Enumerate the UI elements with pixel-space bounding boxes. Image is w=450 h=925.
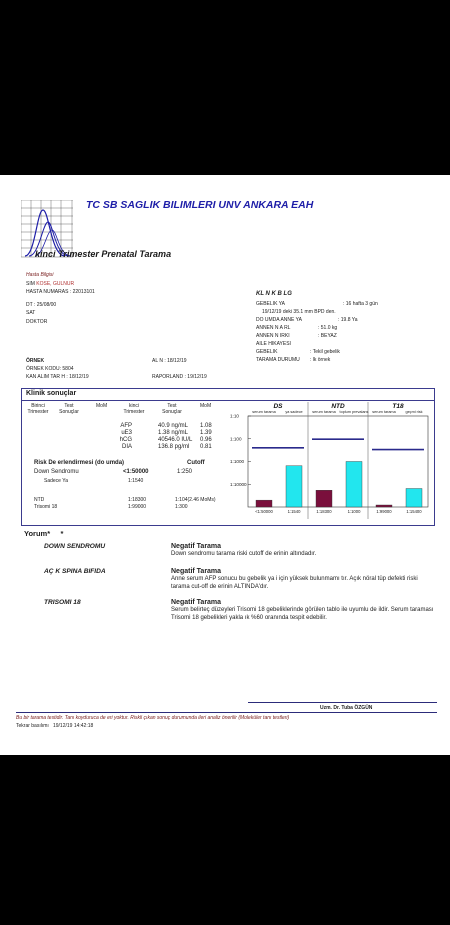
comment-condition: DOWN SENDROMU [44,543,106,550]
ntd-risk: 1:18300 [128,497,147,503]
marker-value: 40546.0 IU/L [158,437,193,443]
clinical-line-value: : lk örnek [310,357,331,363]
risk-title: Risk De erlendirmesi (do umda) [34,460,125,466]
comment-text: Anne serum AFP sonucu bu gebelik ya i için yüksek bulunmamı tır. Açık nöral tüp defekti riski tarama cut-off de erinin ALTINDA'dır. [171,576,418,590]
signature-name: Uzm. Dr. Tuba ÖZGÜN [320,705,373,711]
clinical-line-value: 19/12/19 deki 35.1 mm BPD den. [262,309,336,315]
chart-bar [286,466,302,507]
age-risk: 1:1540 [128,478,144,484]
clinical-line-label: GEBELIK [256,349,278,355]
col-second-trimester: kinci Trimester [123,403,145,415]
comment-condition: TRISOMI 18 [44,599,81,606]
chart-group-title: DS [273,403,283,410]
clinical-line-label: TARAMA DURUMU [256,357,300,363]
clinical-line-label: GEBELIK YA [256,301,285,307]
comments-title: Yorum* * [24,529,64,538]
signature-line [248,702,437,703]
report-subtitle: kinci Trimester Prenatal Tarama [35,249,172,259]
marker-value: 136.8 pg/ml [158,444,190,450]
marker-name: uE3 [121,430,132,436]
clinical-line-value: : Tekil gebelik [310,349,340,355]
clinical-line-label: DO UMDA ANNE YA [256,317,302,323]
sample-title: ÖRNEK [26,358,45,364]
clinical-title: KL N K B LG [256,291,292,297]
report-page [0,175,450,755]
down-label: Down Sendromu [34,469,79,475]
cutoff-label: Cutoff [187,460,205,466]
clinical-line-value: : BEYAZ [318,333,337,339]
patient-name-line: SIM KOSE, GULNUR [26,281,75,287]
clinical-line-value: : 16 hafta 3 gün [343,301,378,307]
chart-y-tick-label: 1:100 [230,436,242,442]
marker-name: hCG [119,437,132,443]
down-cutoff: 1:250 [177,469,193,475]
marker-value: 1.38 ng/mL [158,430,189,436]
ntd-cutoff: 1:104(2.46 MoMs) [175,497,216,503]
patient-dt: DT : 25/08/00 [26,302,57,308]
marker-mom: 1.39 [200,430,212,436]
risk-chart [228,402,432,525]
disclaimer: Bu bir tarama testidir. Tanı koyduruca de eri yoktur. Riskli çıkan sonuç durumunda ileri analiz önerilir (Moleküler tanı testleri) [16,715,290,721]
chart-bar [376,505,392,507]
comment-result: Negatif Tarama [171,543,222,550]
down-risk: <1:50000 [123,469,149,475]
chart-bar [316,490,332,507]
footer-divider [16,712,437,713]
chart-bar-ratio: 1:99000 [376,509,392,514]
patient-doctor: DOKTOR [26,319,48,325]
chart-group-title: T18 [392,403,404,410]
chart-bar-ratio: 1:15400 [406,509,422,514]
sample-draw-date: KAN ALIM TAR H : 18/12/19 [26,374,89,380]
comment-result: Negatif Tarama [171,568,222,575]
chart-bar [346,462,362,508]
col-mom-1: MoM [96,403,108,409]
marker-mom: 0.96 [200,437,212,443]
chart-y-tick-label: 1:1000 [230,459,245,465]
patient-sat: SAT [26,310,36,316]
chart-bar [406,489,422,507]
chart-bar-label: serum tarama [312,410,336,414]
chart-y-tick-label: 1:10000 [230,481,247,487]
results-title-bar [22,389,434,401]
chart-bar-label: serum tarama [372,410,396,414]
comment-result: Negatif Tarama [171,599,222,606]
patient-section-label: Hasta Bilgisi [26,272,54,278]
chart-bar [256,500,272,507]
age-label: Sadece Ya [44,478,69,484]
col-first-trimester: Birinci Trimester [27,403,49,415]
clinical-line-value: : 51.0 kg [318,325,338,331]
clinical-line-label: AILE HIKAYESI [256,341,291,347]
comment-text: Down sendromu tarama riski cutoff de erinin altındadır. [171,551,317,557]
chart-bar-ratio: 1:1540 [287,509,301,514]
sample-report-date: RAPORLAND : 19/12/19 [152,374,207,380]
marker-mom: 0.81 [200,444,212,450]
institution-name: TC SB SAGLIK BILIMLERI UNV ANKARA EAH [86,199,314,211]
t18-risk: 1:99000 [128,504,147,510]
chart-bar-label: serum tarama [252,410,276,414]
chart-group-title: NTD [331,403,345,410]
chart-bar-ratio: 1:1000 [347,509,361,514]
t18-label: Trisomi 18 [34,504,58,510]
clinical-line-label: ANNEN N IRKI [256,333,290,339]
chart-bar-ratio: 1:18300 [316,509,332,514]
sample-code: ÖRNEK KODU: 5804 [26,366,74,372]
chart-bar-ratio: <1:50000 [255,509,273,514]
col-test-results-1: Test Sonuçlar [59,403,79,415]
comment-condition: AÇ K SPINA BIFIDA [44,568,106,575]
chart-plot-area [248,416,428,507]
sample-al-n: AL N : 18/12/19 [152,358,187,364]
chart-bar-label: toplum prevalans [339,410,369,414]
ntd-label: NTD [34,497,45,503]
patient-file-no: HASTA NUMARAS : 22013101 [26,289,95,295]
t18-cutoff: 1:300 [175,504,188,510]
marker-value: 40.9 ng/mL [158,423,189,429]
chart-y-tick-label: 1:10 [230,413,239,419]
clinical-results-box [21,388,435,526]
marker-mom: 1.08 [200,423,212,429]
chart-bar-label: ya sadece [285,410,303,414]
print-info: Tekrar basılımı 19/12/19 14:42:18 [16,723,94,729]
col-test-results-2: Test Sonuçlar [162,403,182,415]
marker-name: AFP [120,423,132,429]
results-title: Klinik sonuçlar [26,390,77,397]
clinical-line-value: : 19.8 Ya [338,317,358,323]
comment-text: Serum belirteç düzeyleri Trisomi 18 gebeliklerinde görülen tablo ile uyumlu de ildir. Serum taraması Trisomi 18 gebelikleri yakla ık %60 oranında tespit edebilir. [171,607,434,621]
chart-bar-label: geçmi risk [405,410,423,414]
col-mom-2: MoM [200,403,212,409]
clinical-line-label: ANNEN N A RL [256,325,291,331]
marker-name: DIA [121,444,132,450]
